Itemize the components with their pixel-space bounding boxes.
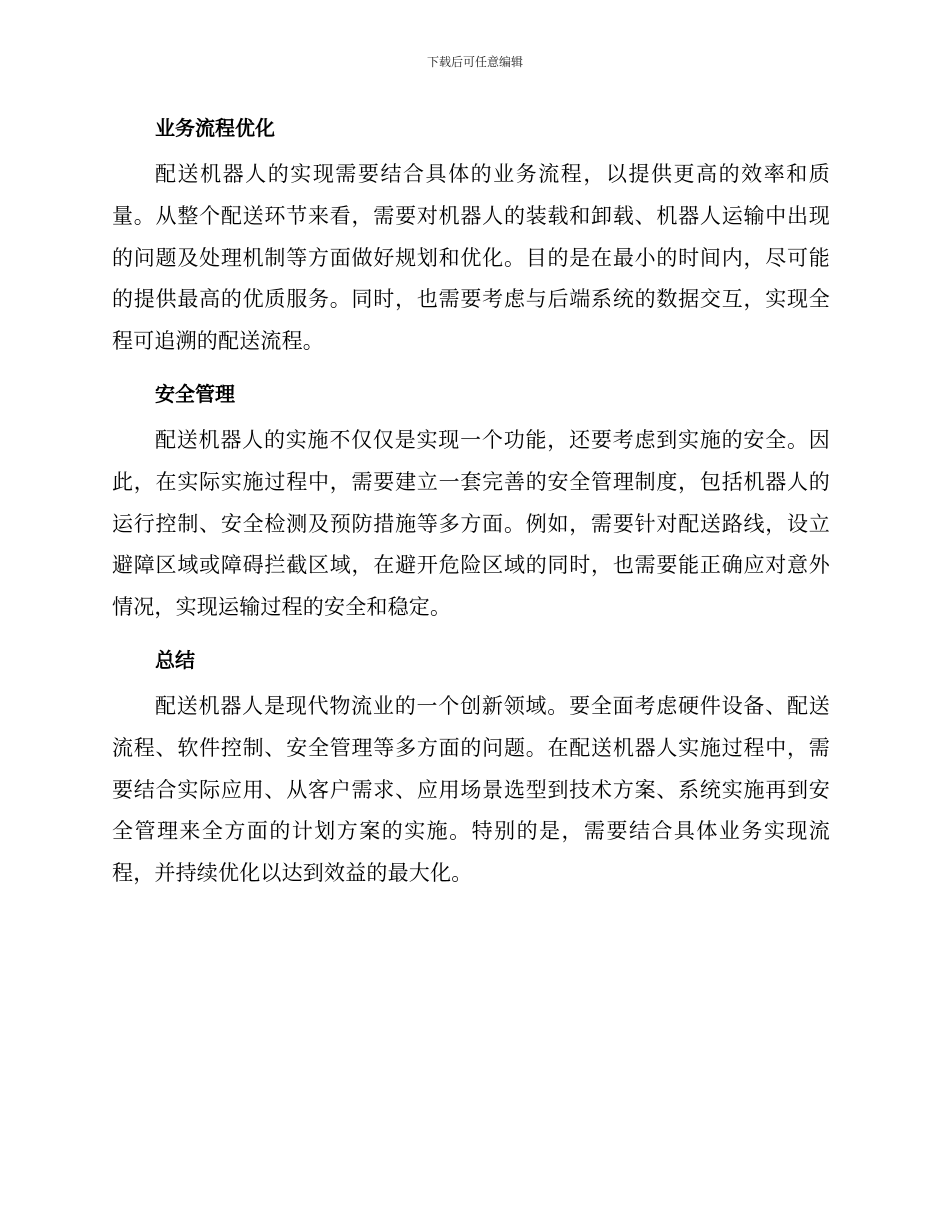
section-paragraph: 配送机器人的实施不仅仅是实现一个功能，还要考虑到实施的安全。因此，在实际实施过程中，需要建立一套完善的安全管理制度，包括机器人的运行控制、安全检测及预防措施等多方面。例如，需要针对配送路线，设立避障区域或障碍拦截区域，在避开危险区域的同时，也需要能正确应对意外情况，实现运输过程的安全和稳定。 bbox=[112, 427, 830, 620]
section-business-process bbox=[112, 108, 830, 363]
document-body bbox=[112, 108, 830, 895]
section-summary bbox=[112, 640, 830, 895]
section-paragraph: 配送机器人的实现需要结合具体的业务流程，以提供更高的效率和质量。从整个配送环节来看，需要对机器人的装载和卸载、机器人运输中出现的问题及处理机制等方面做好规划和优化。目的是在最小的时间内，尽可能的提供最高的优质服务。同时，也需要考虑与后端系统的数据交互，实现全程可追溯的配送流程。 bbox=[112, 162, 830, 354]
section-heading: 业务流程优化 bbox=[155, 116, 275, 140]
page-header: 下载后可任意编辑 bbox=[426, 55, 523, 69]
section-heading: 总结 bbox=[155, 647, 195, 672]
section-safety-management bbox=[112, 374, 830, 629]
section-heading: 安全管理 bbox=[155, 381, 235, 406]
section-paragraph: 配送机器人是现代物流业的一个创新领域。要全面考虑硬件设备、配送流程、软件控制、安全管理等多方面的问题。在配送机器人实施过程中，需要结合实际应用、从客户需求、应用场景选型到技术方案、系统实施再到安全管理来全方面的计划方案的实施。特别的是，需要结合具体业务实现流程，并持续优化以达到效益的最大化。 bbox=[112, 693, 830, 886]
